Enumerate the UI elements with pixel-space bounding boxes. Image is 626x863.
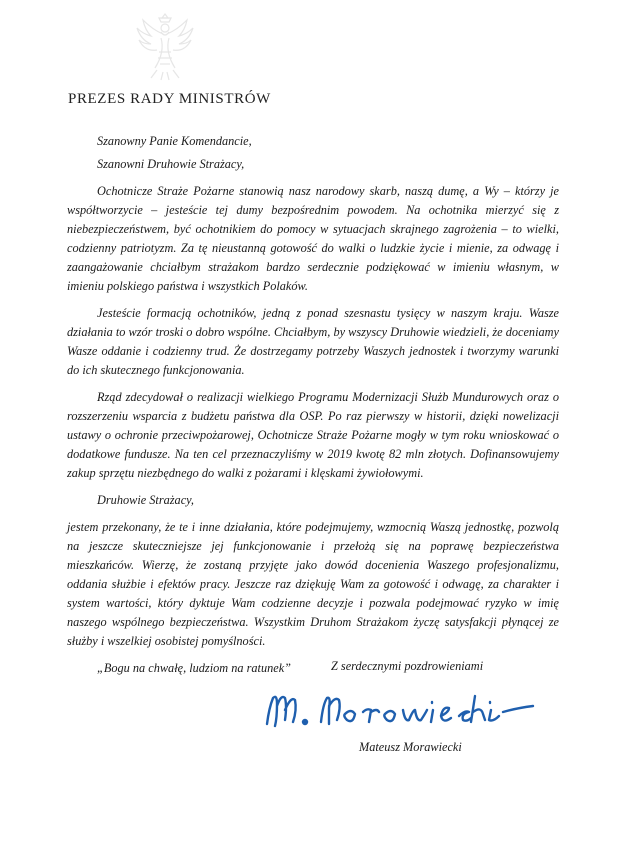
salutation-line: Szanowni Druhowie Strażacy, [97, 157, 245, 171]
body-paragraph: jestem przekonany, że te i inne działania, które podejmujemy, wzmocnią Waszą jednostkę, pozwolą na jeszcze skuteczniejsze jej funkcjonowanie i przełożą się na poprawę bezpieczeństwa mieszkańców. Wierzę, że zostaną przyjęte jako dowód docenienia Waszego profesjonalizmu, oddania służbie i efektów pracy. Jeszcze raz dziękuję Wam za gotowość i odwagę, za charakter i system wartości, który dyktuje Wam codzienne decyzje i pozwala podejmować ryzyko w imię naszego wspólnego bezpieczeństwa. Wszystkim Druhom Strażakom życzę satysfakcji płynącej ze służby i wszelkiej osobistej pomyślności. [67, 520, 559, 648]
closing-line: Z serdecznymi pozdrowieniami [331, 659, 484, 673]
body-paragraph: Rząd zdecydował o realizacji wielkiego Programu Modernizacji Służb Mundurowych oraz o rozszerzeniu wsparcia z budżetu państwa dla OSP. Po raz pierwszy w historii, dzięki nowelizacji ustawy o ochronie przeciwpożarowej, Ochotnicze Straże Pożarne mogły w tym roku wnioskować o dodatkowe fundusze. Na ten cel przeznaczyliśmy w 2019 kwotę 82 mln złotych. Dofinansowujemy zakup sprzętu niezbędnego do walki z pożarami i klęskami żywiołowymi. [67, 390, 559, 480]
handwritten-signature [259, 688, 549, 736]
body-paragraph: Jesteście formacją ochotników, jedną z ponad szesnastu tysięcy w naszym kraju. Wasze działania to wzór troski o dobro wspólne. Chciałbym, by wszyscy Druhowie wiedzieli, że doceniamy Wasze oddanie i codzienny trud. Że dostrzegamy potrzeby Waszych jednostek i tworzymy warunki do ich skutecznego funkcjonowania. [67, 306, 559, 377]
office-heading: PREZES RADY MINISTRÓW [68, 91, 271, 107]
salutation-line: Szanowny Panie Komendancie, [97, 134, 252, 148]
body-paragraph: Ochotnicze Straże Pożarne stanowią nasz narodowy skarb, naszą dumę, a Wy – którzy je współtworzycie – jesteście tej dumy bezpośrednim powodem. Na ochotnika mierzyć się z niebezpieczeństwem, być ochotnikiem do pomocy w sytuacjach skrajnego zagrożenia – to wielki, codzienny patriotyzm. Za tę nieustanną gotowość do walki o ludzkie życie i mienie, za odwagę i zaangażowanie chciałbym strażakom bardzo serdecznie podziękować w imieniu własnym, w imieniu polskiego państwa i wszystkich Polaków. [67, 184, 559, 293]
eagle-emblem-icon [133, 8, 197, 82]
address-line: Druhowie Strażacy, [97, 493, 195, 507]
signer-name: Mateusz Morawiecki [359, 740, 462, 754]
motto: „Bogu na chwałę, ludziom na ratunek” [97, 661, 292, 675]
letter-body [67, 132, 559, 678]
